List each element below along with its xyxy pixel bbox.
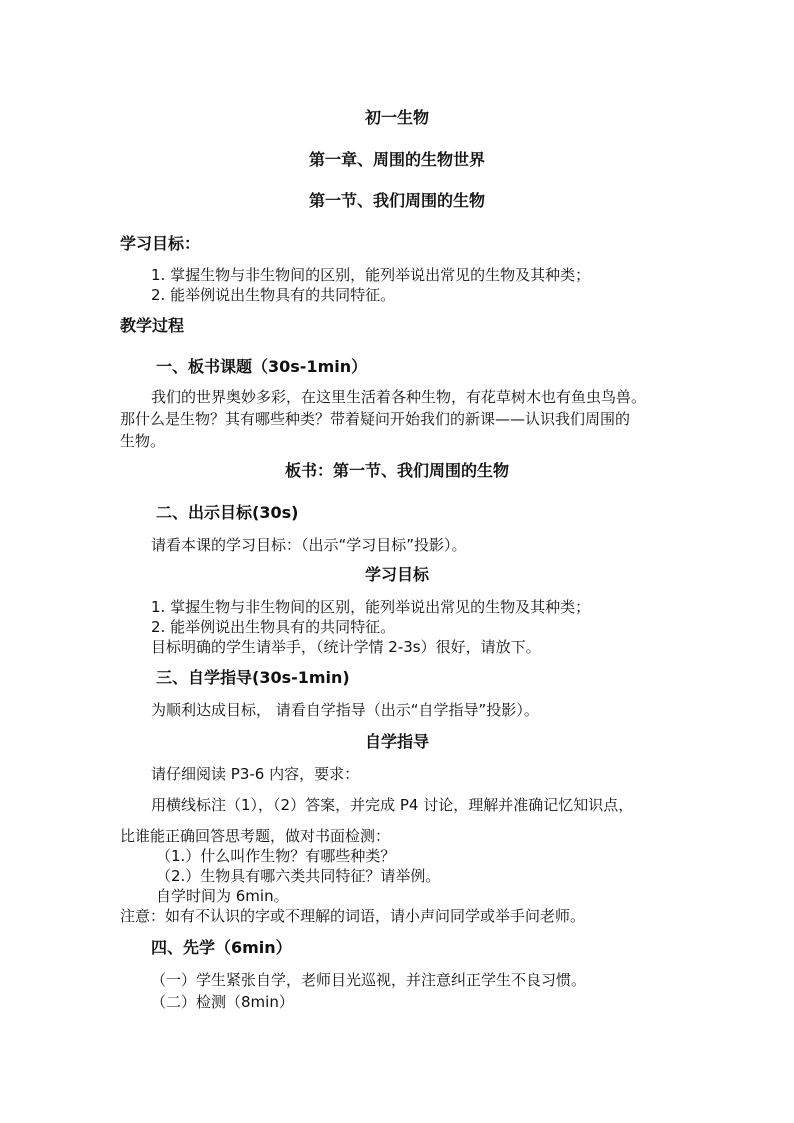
- part1-para-line-2: 那什么是生物？其有哪些种类？带着疑问开始我们的新课——认识我们周围的: [120, 410, 631, 428]
- part2-objectives-title: 学习目标: [364, 565, 429, 584]
- process-heading: 教学过程: [120, 316, 185, 335]
- part1-para-line-1: 我们的世界奥妙多彩，在这里生活着各种生物，有花草树木也有鱼虫鸟兽。: [151, 388, 647, 406]
- self-study-requirement-line-1: 用横线标注（1），（2）答案，并完成 P4 讨论，理解并准确记忆知识点，: [151, 796, 634, 814]
- part2-objective-item-1: 1. 掌握生物与非生物间的区别，能列举说出常见的生物及其种类；: [151, 598, 591, 616]
- section-title: 第一节、我们周围的生物: [308, 191, 485, 210]
- part1-heading: 一、板书课题（30s-1min）: [156, 357, 368, 376]
- part3-heading: 三、自学指导(30s-1min): [156, 668, 350, 687]
- part2-objective-item-2: 2. 能举例说出生物具有的共同特征。: [151, 618, 396, 636]
- attention-note: 注意：如有不认识的字或不理解的词语，请小声问同学或举手问老师。: [120, 907, 586, 925]
- question-1: （1.）什么叫作生物？有哪些种类？: [156, 847, 396, 865]
- part4-step-1: （一）学生紧张自学，老师目光巡视，并注意纠正学生不良习惯。: [151, 971, 587, 989]
- self-study-title: 自学指导: [364, 732, 429, 751]
- part2-intro: 请看本课的学习目标：（出示“学习目标”投影）。: [151, 536, 467, 554]
- self-study-read: 请仔细阅读 P3-6 内容，要求：: [151, 765, 360, 783]
- objective-item-2: 2. 能举例说出生物具有的共同特征。: [151, 286, 396, 304]
- part2-note: 目标明确的学生请举手，（统计学情 2-3s）很好，请放下。: [151, 638, 541, 656]
- part2-heading: 二、出示目标(30s): [156, 503, 299, 522]
- part3-intro: 为顺利达成目标， 请看自学指导（出示“自学指导”投影）。: [151, 701, 539, 719]
- self-study-requirement-line-2: 比谁能正确回答思考题，做对书面检测：: [120, 827, 391, 845]
- objectives-heading: 学习目标：: [120, 234, 201, 253]
- course-title: 初一生物: [364, 108, 429, 127]
- question-2: （2.）生物具有哪六类共同特征？请举例。: [156, 867, 441, 885]
- objective-item-1: 1. 掌握生物与非生物间的区别，能列举说出常见的生物及其种类；: [151, 266, 591, 284]
- part4-heading: 四、先学（6min）: [151, 938, 292, 957]
- part4-step-2: （二）检测（8min）: [151, 993, 294, 1011]
- part1-para-line-3: 生物。: [120, 432, 166, 450]
- board-title: 板书：第一节、我们周围的生物: [284, 461, 509, 480]
- self-study-time: 自学时间为 6min。: [156, 887, 289, 905]
- chapter-title: 第一章、周围的生物世界: [308, 150, 485, 169]
